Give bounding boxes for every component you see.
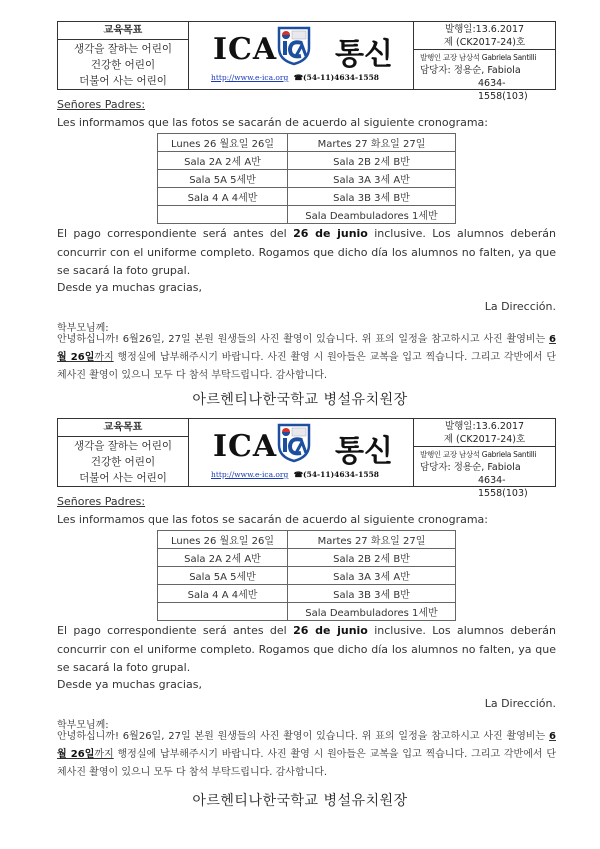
table-row: [158, 549, 456, 567]
issue-info-box: [414, 419, 555, 499]
table-cell: Sala Deambuladores 1세반: [288, 206, 456, 224]
table-cell: [158, 206, 288, 224]
publisher: 발행인 교장 남상석 Gabriela Santilli: [420, 53, 537, 62]
goal-item: 더불어 사는 어린이: [79, 471, 167, 484]
intro-es: Les informamos que las fotos se sacarán de acuerdo al siguiente cronograma:: [57, 513, 489, 526]
signature-es: La Dirección.: [484, 697, 556, 710]
header-cell: Martes 27 화요일 27일: [288, 134, 456, 152]
contact-person: 담당자: 정용순, Fabiola: [420, 65, 521, 76]
goal-item: 더불어 사는 어린이: [79, 74, 167, 87]
table-header-row: [158, 531, 456, 549]
table-cell: Sala 4 A 4세반: [158, 188, 288, 206]
thanks-es: Desde ya muchas gracias,: [57, 678, 202, 691]
thanks-es: Desde ya muchas gracias,: [57, 281, 202, 294]
text-span: 행정실에 납부해주시기 바랍니다. 사진 촬영 시 원아들은 교복을 입고 찍습니다. 그리고 각반에서 단체사진 촬영이 있으니 모두 다 참석 부탁드립니다. 감사합니다.: [57, 352, 556, 381]
table-cell: [158, 603, 288, 621]
issue-number: 제 (CK2017-24)호: [443, 434, 526, 445]
header-cell: Martes 27 화요일 27일: [288, 531, 456, 549]
masthead: [189, 22, 414, 89]
table-header-row: [158, 134, 456, 152]
table-cell: Sala 5A 5세반: [158, 567, 288, 585]
text-span: El pago correspondiente será antes del: [57, 227, 294, 240]
body-paragraph-ko: [57, 728, 556, 782]
deadline-date: 6월 26일: [57, 731, 556, 760]
salutation-ko: 학부모님께:: [57, 323, 109, 334]
text-span: 안녕하십니까! 6월26일, 27일 본원 원생들의 사진 촬영이 있습니다. 위 표의 일정을 참고하시고 사진 촬영비는: [57, 731, 550, 742]
goal-item: 생각을 잘하는 어린이: [74, 439, 172, 452]
goal-item: 건강한 어린이: [90, 58, 156, 71]
photo-schedule-table: [157, 530, 456, 621]
website-link[interactable]: http://www.e-ica.org: [211, 470, 289, 479]
signature-es: La Dirección.: [484, 300, 556, 313]
goals-title: 교육목표: [58, 419, 188, 437]
table-cell: Sala 2A 2세 A반: [158, 549, 288, 567]
table-cell: Sala 4 A 4세반: [158, 585, 288, 603]
table-row: [158, 152, 456, 170]
table-row: [158, 567, 456, 585]
header-cell: Lunes 26 월요일 26일: [158, 531, 288, 549]
goals-title: 교육목표: [58, 22, 188, 40]
payment-date: 26 de junio: [293, 624, 368, 637]
masthead: [189, 419, 414, 486]
education-goals-box: [58, 419, 189, 486]
footer-signature: 아르헨티나한국학교 병설유치원장: [192, 392, 408, 408]
body-paragraph-ko: [57, 331, 556, 385]
intro-es: Les informamos que las fotos se sacarán de acuerdo al siguiente cronograma:: [57, 116, 489, 129]
school-logo-icon: [277, 423, 311, 463]
table-cell: Sala 2B 2세 B반: [288, 152, 456, 170]
table-cell: Sala 5A 5세반: [158, 170, 288, 188]
newsletter-title: 통신: [335, 434, 393, 469]
brand-name: ICA: [213, 32, 278, 67]
footer-signature: 아르헨티나한국학교 병설유치원장: [192, 793, 408, 809]
table-row: [158, 603, 456, 621]
table-cell: Sala 3B 3세 B반: [288, 585, 456, 603]
table-cell: Sala Deambuladores 1세반: [288, 603, 456, 621]
contact-phone: 4634-1558(103): [478, 78, 528, 102]
table-row: [158, 170, 456, 188]
text-span: El pago correspondiente será antes del: [57, 624, 294, 637]
salutation-ko: 학부모님께:: [57, 720, 109, 731]
photo-schedule-table: [157, 133, 456, 224]
text-span: 안녕하십니까! 6월26일, 27일 본원 원생들의 사진 촬영이 있습니다. 위 표의 일정을 참고하시고 사진 촬영비는: [57, 334, 550, 345]
text-span: inclusive. Los alumnos deberán concurrir con el uniforme completo. Rogamos que dicho día los alumnos no falten, ya que se sacará la foto grupal.: [57, 624, 557, 674]
publisher: 발행인 교장 남상석 Gabriela Santilli: [420, 450, 537, 459]
deadline-date: 6월 26일: [57, 334, 556, 363]
phone-number: ☎(54-11)4634-1558: [293, 470, 380, 479]
table-cell: Sala 3A 3세 A반: [288, 170, 456, 188]
table-row: [158, 206, 456, 224]
table-row: [158, 585, 456, 603]
issue-number: 제 (CK2017-24)호: [443, 37, 526, 48]
issue-date: 발행일:13.6.2017: [444, 24, 525, 35]
salutation-es: Señores Padres:: [57, 495, 146, 508]
table-cell: Sala 2A 2세 A반: [158, 152, 288, 170]
table-row: [158, 188, 456, 206]
issue-info-box: [414, 22, 555, 102]
goal-item: 생각을 잘하는 어린이: [74, 42, 172, 55]
contact-phone: 4634-1558(103): [478, 475, 528, 499]
brand-name: ICA: [213, 429, 278, 464]
salutation-es: Señores Padres:: [57, 98, 146, 111]
text-span: 까지: [94, 749, 114, 760]
newsletter-header: [57, 418, 556, 499]
table-cell: Sala 3B 3세 B반: [288, 188, 456, 206]
issue-date: 발행일:13.6.2017: [444, 421, 525, 432]
website-link[interactable]: http://www.e-ica.org: [211, 73, 289, 82]
phone-number: ☎(54-11)4634-1558: [293, 73, 380, 82]
payment-paragraph-es: [57, 622, 556, 678]
school-logo-icon: [277, 26, 311, 66]
newsletter-title: 통신: [335, 37, 393, 72]
table-cell: Sala 3A 3세 A반: [288, 567, 456, 585]
education-goals-box: [58, 22, 189, 89]
text-span: inclusive. Los alumnos deberán concurrir con el uniforme completo. Rogamos que dicho día los alumnos no falten, ya que se sacará la foto grupal.: [57, 227, 557, 277]
payment-date: 26 de junio: [293, 227, 368, 240]
header-cell: Lunes 26 월요일 26일: [158, 134, 288, 152]
text-span: 까지: [94, 352, 114, 363]
text-span: 행정실에 납부해주시기 바랍니다. 사진 촬영 시 원아들은 교복을 입고 찍습니다. 그리고 각반에서 단체사진 촬영이 있으니 모두 다 참석 부탁드립니다. 감사합니다.: [57, 749, 556, 778]
payment-paragraph-es: [57, 225, 556, 281]
goal-item: 건강한 어린이: [90, 455, 156, 468]
table-cell: Sala 2B 2세 B반: [288, 549, 456, 567]
newsletter-header: [57, 21, 556, 102]
contact-person: 담당자: 정용순, Fabiola: [420, 462, 521, 473]
